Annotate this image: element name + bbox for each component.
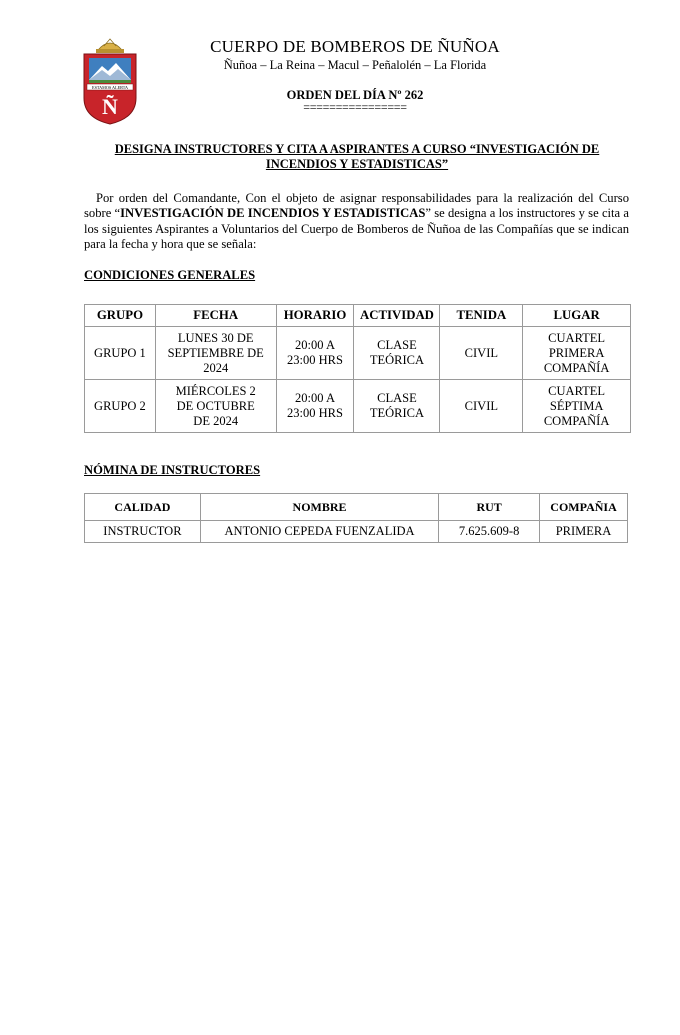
date-line: 2024 bbox=[203, 360, 229, 375]
attire-cell: CIVIL bbox=[440, 380, 523, 433]
order-number: ORDEN DEL DÍA Nº 262 bbox=[286, 88, 424, 102]
company-cell: PRIMERA bbox=[540, 521, 628, 543]
paragraph-text-start: Por orden del Comandante, Con el objeto de asignar responsabilidades para la realización del Curso sobre “ bbox=[84, 191, 629, 221]
order-underline: ================ bbox=[303, 100, 407, 114]
date-cell bbox=[155, 380, 276, 433]
location-line: COMPAÑÍA bbox=[543, 360, 610, 375]
communes-line: Ñuñoa – La Reina – Macul – Peñalolén – La Florida bbox=[223, 58, 487, 72]
date-line: MIÉRCOLES 2 bbox=[175, 383, 256, 398]
group-cell: GRUPO 2 bbox=[85, 380, 156, 433]
location-cell bbox=[523, 327, 631, 380]
date-line: DE 2024 bbox=[193, 413, 239, 428]
activity-line: CLASE bbox=[377, 391, 417, 405]
institution-name: CUERPO DE BOMBEROS DE ÑUÑOA bbox=[210, 37, 500, 56]
date-line: SEPTIEMBRE DE bbox=[167, 345, 264, 360]
crest-letter: Ñ bbox=[102, 94, 118, 119]
paragraph-course-name: INVESTIGACIÓN DE INCENDIOS Y ESTADISTICAS bbox=[120, 206, 426, 221]
document-title-line-1: DESIGNA INSTRUCTORES Y CITA A ASPIRANTES A CURSO “INVESTIGACIÓN DE bbox=[114, 142, 600, 156]
location-line: PRIMERA bbox=[548, 345, 605, 360]
column-header: HORARIO bbox=[276, 305, 354, 327]
role-cell: INSTRUCTOR bbox=[85, 521, 201, 543]
schedule-cell bbox=[276, 327, 354, 380]
fire-department-crest-icon bbox=[80, 36, 140, 126]
body-paragraph bbox=[84, 191, 629, 253]
attire-cell: CIVIL bbox=[440, 327, 523, 380]
location-line: COMPAÑÍA bbox=[543, 413, 610, 428]
document-title bbox=[84, 142, 630, 172]
table-row bbox=[85, 521, 628, 543]
activity-line: TEÓRICA bbox=[369, 406, 425, 420]
rut-cell: 7.625.609-8 bbox=[439, 521, 540, 543]
location-line: SÉPTIMA bbox=[549, 398, 604, 413]
column-header: CALIDAD bbox=[85, 494, 201, 521]
column-header: ACTIVIDAD bbox=[354, 305, 440, 327]
column-header: LUGAR bbox=[523, 305, 631, 327]
schedule-line: 20:00 A bbox=[295, 391, 335, 405]
general-conditions-heading: CONDICIONES GENERALES bbox=[84, 268, 256, 282]
instructors-table bbox=[84, 493, 628, 543]
document-title-line-2: INCENDIOS Y ESTADISTICAS” bbox=[265, 157, 449, 171]
name-cell: ANTONIO CEPEDA FUENZALIDA bbox=[200, 521, 438, 543]
location-line: CUARTEL bbox=[548, 383, 606, 398]
column-header: RUT bbox=[439, 494, 540, 521]
column-header: COMPAÑIA bbox=[540, 494, 628, 521]
column-header: FECHA bbox=[155, 305, 276, 327]
location-cell bbox=[523, 380, 631, 433]
schedule-cell bbox=[276, 380, 354, 433]
column-header: NOMBRE bbox=[200, 494, 438, 521]
group-cell: GRUPO 1 bbox=[85, 327, 156, 380]
table-row bbox=[85, 327, 631, 380]
table-row bbox=[85, 380, 631, 433]
schedule-line: 23:00 HRS bbox=[287, 353, 343, 367]
schedule-line: 20:00 A bbox=[295, 338, 335, 352]
activity-line: TEÓRICA bbox=[369, 353, 425, 367]
paragraph-text-end: ” se designa a los instructores y se cita a los siguientes Aspirantes a Voluntarios del Cuerpo de Bomberos de Ñuñoa de las Compañías que se indican para la fecha y hora que se señala: bbox=[84, 206, 629, 252]
general-conditions-table bbox=[84, 304, 631, 433]
table-header-row bbox=[85, 305, 631, 327]
column-header: GRUPO bbox=[85, 305, 156, 327]
crest-motto: ESTAMOS ALERTA bbox=[92, 85, 128, 90]
activity-cell bbox=[354, 380, 440, 433]
date-cell bbox=[155, 327, 276, 380]
instructors-heading: NÓMINA DE INSTRUCTORES bbox=[84, 463, 261, 477]
table-header-row bbox=[85, 494, 628, 521]
location-line: CUARTEL bbox=[548, 330, 606, 345]
date-line: DE OCTUBRE bbox=[176, 398, 255, 413]
date-line: LUNES 30 DE bbox=[177, 330, 254, 345]
schedule-line: 23:00 HRS bbox=[287, 406, 343, 420]
activity-line: CLASE bbox=[377, 338, 417, 352]
activity-cell bbox=[354, 327, 440, 380]
column-header: TENIDA bbox=[440, 305, 523, 327]
